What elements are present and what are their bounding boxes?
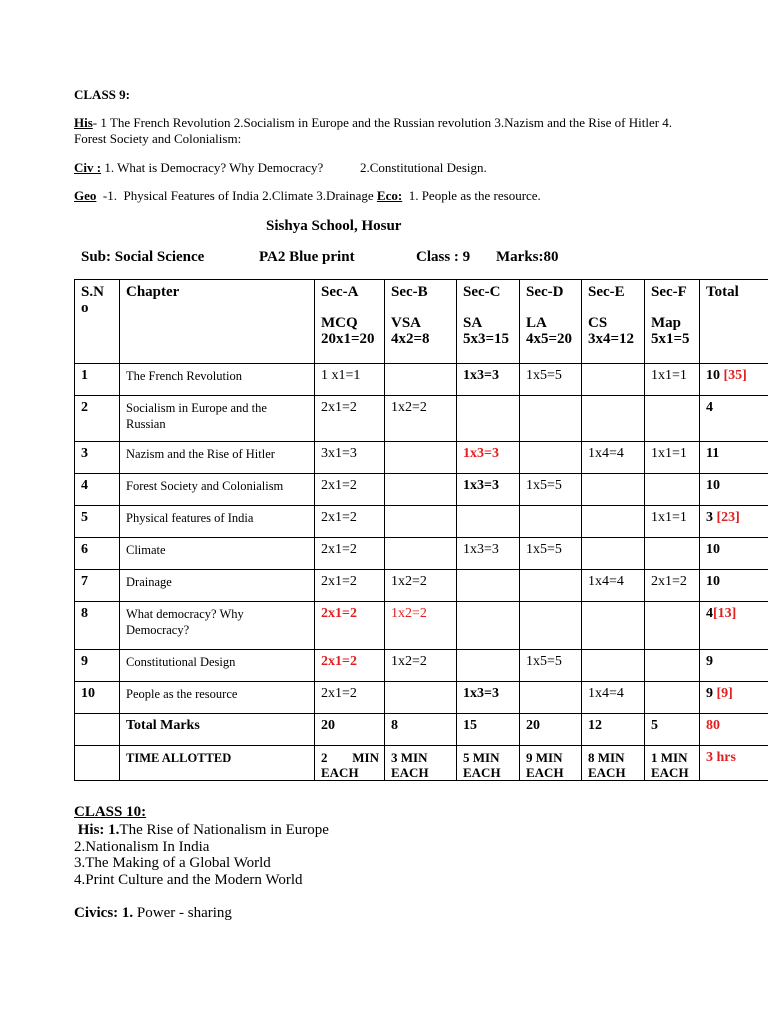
row-sec-d: [520, 506, 582, 538]
class10-heading: [74, 804, 146, 821]
row-chapter: Nazism and the Rise of Hitler: [120, 442, 315, 474]
total-sec-a: 20: [315, 714, 385, 746]
time-allotted-row: [75, 746, 768, 781]
row-chapter-line2: Democracy?: [126, 623, 190, 637]
row-sec-e: [582, 474, 645, 506]
blueprint-title: PA2 Blue print: [259, 249, 355, 265]
table-row: [75, 602, 768, 650]
class9-civics-line: [74, 160, 323, 176]
header-sec-e: [582, 280, 645, 364]
time-sec-b: 3 MIN EACH: [385, 746, 457, 781]
grand-total: 80: [700, 714, 768, 746]
row-sno: 5: [75, 506, 120, 538]
total-marks-label: Total Marks: [120, 714, 315, 746]
time-sec-a-line1: [321, 750, 379, 765]
time-row-sno: [75, 746, 120, 781]
time-sec-d: 9 MIN EACH: [520, 746, 582, 781]
row-total-extra: [35]: [720, 368, 747, 383]
table-row: [75, 442, 768, 474]
row-sec-f: [645, 682, 700, 714]
total-row-sno: [75, 714, 120, 746]
row-sec-c: [457, 650, 520, 682]
sec-e-name: Sec-E: [588, 284, 625, 300]
total-sec-b: 8: [385, 714, 457, 746]
time-sec-a-each: EACH: [321, 765, 359, 780]
sec-b-name: Sec-B: [391, 284, 428, 300]
civics-text: 1. What is Democracy? Why Democracy?: [101, 160, 324, 175]
row-sec-e: [582, 364, 645, 396]
row-sno: 9: [75, 650, 120, 682]
sec-b-marks: 4x2=8: [391, 331, 430, 347]
class-label: Class : 9: [416, 249, 471, 265]
class10-heading-text: CLASS 10:: [74, 804, 147, 820]
sec-a-type: MCQ: [321, 315, 358, 331]
sec-a-name: Sec-A: [321, 284, 359, 300]
row-total-value: 10: [706, 542, 720, 557]
row-sec-f: [645, 396, 700, 442]
table-row: [75, 506, 768, 538]
row-sec-e: [582, 602, 645, 650]
time-sec-a-unit: MIN: [352, 750, 379, 765]
row-sec-b: [385, 506, 457, 538]
time-total: 3 hrs: [700, 746, 768, 781]
row-sec-a: 1 x1=1: [315, 364, 385, 396]
row-chapter-line1: Socialism in Europe and the: [126, 401, 267, 415]
row-chapter: Forest Society and Colonialism: [120, 474, 315, 506]
row-total: [700, 442, 768, 474]
row-sec-b: [385, 474, 457, 506]
table-header-row: [75, 280, 768, 364]
total-sec-e: 12: [582, 714, 645, 746]
sec-c-type: SA: [463, 315, 483, 331]
row-sec-a: 2x1=2: [315, 570, 385, 602]
row-sec-a: 2x1=2: [315, 602, 385, 650]
sec-d-name: Sec-D: [526, 284, 564, 300]
subject: Sub: Social Science: [81, 249, 205, 265]
header-sec-f: [645, 280, 700, 364]
row-sec-f: 1x1=1: [645, 364, 700, 396]
row-chapter-line2: Russian: [126, 417, 166, 431]
row-sec-e: 1x4=4: [582, 682, 645, 714]
sec-b-type: VSA: [391, 315, 422, 331]
row-sec-f: 1x1=1: [645, 506, 700, 538]
row-sec-a: 2x1=2: [315, 650, 385, 682]
total-sec-c: 15: [457, 714, 520, 746]
header-sec-d: [520, 280, 582, 364]
row-sno: 2: [75, 396, 120, 442]
sec-a-marks: 20x1=20: [321, 331, 375, 347]
row-sec-b: [385, 442, 457, 474]
row-sec-b: [385, 538, 457, 570]
time-sec-f: 1 MIN EACH: [645, 746, 700, 781]
sec-e-type: CS: [588, 315, 608, 331]
row-sec-a: 3x1=3: [315, 442, 385, 474]
time-sec-a-num: 2: [321, 750, 328, 765]
row-sec-c: [457, 396, 520, 442]
table-row: [75, 570, 768, 602]
row-chapter: [120, 396, 315, 442]
row-sec-c: 1x3=3: [457, 442, 520, 474]
row-total-value: 4: [706, 400, 713, 415]
civics-label: Civ :: [74, 160, 102, 175]
row-sec-b: [385, 682, 457, 714]
class10-history-item3: 3.The Making of a Global World: [74, 855, 271, 872]
row-sno: 8: [75, 602, 120, 650]
row-total: [700, 570, 768, 602]
class10-history-item2: 2.Nationalism In India: [74, 838, 210, 855]
row-sec-b: 1x2=2: [385, 602, 457, 650]
total-sec-d: 20: [520, 714, 582, 746]
row-sec-f: [645, 602, 700, 650]
class10-civics-line: [74, 905, 232, 922]
sec-d-type: LA: [526, 315, 547, 331]
row-sno: 6: [75, 538, 120, 570]
row-sec-e: [582, 650, 645, 682]
row-sec-b: 1x2=2: [385, 396, 457, 442]
time-allotted-label: TIME ALLOTTED: [120, 746, 315, 781]
row-total-extra: [13]: [713, 606, 737, 621]
row-sec-f: 2x1=2: [645, 570, 700, 602]
row-sec-b: 1x2=2: [385, 650, 457, 682]
row-sno: 1: [75, 364, 120, 396]
class10-history-line: [74, 822, 674, 839]
row-sec-d: [520, 396, 582, 442]
time-sec-a: [315, 746, 385, 781]
sec-e-marks: 3x4=12: [588, 331, 635, 347]
row-total-value: 9: [706, 654, 713, 669]
sec-f-type: Map: [651, 315, 681, 331]
row-sec-e: 1x4=4: [582, 442, 645, 474]
row-total-extra: [23]: [713, 510, 740, 525]
time-sec-e: 8 MIN EACH: [582, 746, 645, 781]
history-label: His: [74, 115, 93, 130]
row-sec-f: [645, 538, 700, 570]
row-chapter: Climate: [120, 538, 315, 570]
row-sec-b: [385, 364, 457, 396]
row-sec-c: 1x3=3: [457, 474, 520, 506]
row-chapter: Drainage: [120, 570, 315, 602]
sec-c-name: Sec-C: [463, 284, 501, 300]
sec-f-name: Sec-F: [651, 284, 687, 300]
row-chapter: Physical features of India: [120, 506, 315, 538]
row-total-value: 3: [706, 510, 713, 525]
row-sno: 4: [75, 474, 120, 506]
row-sec-c: [457, 570, 520, 602]
class10-civics-label: Civics: 1.: [74, 905, 134, 921]
table-row: [75, 538, 768, 570]
row-sec-e: [582, 396, 645, 442]
table-row: [75, 396, 768, 442]
header-sec-c: [457, 280, 520, 364]
history-text-cont: Forest Society and Colonialism:: [74, 131, 242, 146]
row-sec-a: 2x1=2: [315, 682, 385, 714]
row-total-value: 11: [706, 446, 720, 461]
row-sec-d: 1x5=5: [520, 474, 582, 506]
row-sec-d: [520, 570, 582, 602]
row-sec-a: 2x1=2: [315, 396, 385, 442]
row-sec-e: [582, 538, 645, 570]
sec-f-marks: 5x1=5: [651, 331, 690, 347]
school-name: Sishya School, Hosur: [266, 218, 402, 234]
row-sec-b: 1x2=2: [385, 570, 457, 602]
time-sec-c: 5 MIN EACH: [457, 746, 520, 781]
row-total: [700, 364, 768, 396]
header-total: Total: [700, 280, 768, 364]
class9-geo-eco-line: [74, 188, 541, 204]
row-sno: 3: [75, 442, 120, 474]
geo-label: Geo: [74, 188, 97, 203]
marks-label: Marks:80: [496, 249, 559, 265]
row-total-value: 9: [706, 686, 713, 701]
row-sec-a: 2x1=2: [315, 506, 385, 538]
header-chapter: Chapter: [120, 280, 315, 364]
row-total-value: 10: [706, 478, 720, 493]
row-sec-f: [645, 474, 700, 506]
eco-label: Eco:: [376, 188, 403, 203]
row-sec-a: 2x1=2: [315, 474, 385, 506]
row-total: [700, 538, 768, 570]
row-sec-d: [520, 602, 582, 650]
row-sno: 7: [75, 570, 120, 602]
table-row: [75, 682, 768, 714]
row-sec-c: 1x3=3: [457, 682, 520, 714]
header-sno: S.N o: [75, 280, 120, 364]
row-total-value: 10: [706, 574, 720, 589]
row-chapter: [120, 602, 315, 650]
row-total: [700, 474, 768, 506]
row-sec-d: 1x5=5: [520, 364, 582, 396]
class10-list: [74, 822, 674, 889]
row-sec-c: [457, 602, 520, 650]
row-sec-d: 1x5=5: [520, 650, 582, 682]
row-sec-f: 1x1=1: [645, 442, 700, 474]
sec-c-marks: 5x3=15: [463, 331, 510, 347]
row-chapter: People as the resource: [120, 682, 315, 714]
class9-heading: CLASS 9:: [74, 87, 130, 102]
row-total: [700, 396, 768, 442]
header-sec-a: [315, 280, 385, 364]
row-total: [700, 650, 768, 682]
row-sec-e: 1x4=4: [582, 570, 645, 602]
row-total: [700, 506, 768, 538]
row-total: [700, 602, 768, 650]
class10-history-item1: The Rise of Nationalism in Europe: [119, 822, 329, 838]
row-sno: 10: [75, 682, 120, 714]
class10-history-label: His: 1.: [77, 822, 120, 838]
row-total-value: 4: [706, 606, 713, 621]
class10-civics-item1: Power - sharing: [133, 905, 232, 921]
table-row: [75, 364, 768, 396]
row-sec-d: [520, 442, 582, 474]
table-row: [75, 474, 768, 506]
row-sec-c: 1x3=3: [457, 538, 520, 570]
row-sec-d: [520, 682, 582, 714]
sec-d-marks: 4x5=20: [526, 331, 573, 347]
row-total: [700, 682, 768, 714]
geo-text: -1. Physical Features of India 2.Climate 3.Drainage: [96, 188, 377, 203]
class9-history-line: [74, 115, 714, 147]
blueprint-table: [74, 279, 768, 781]
header-sec-b: [385, 280, 457, 364]
history-text: - 1 The French Revolution 2.Socialism in Europe and the Russian revolution 3.Nazism and the Rise of Hitler 4.: [92, 115, 673, 130]
row-sec-c: 1x3=3: [457, 364, 520, 396]
civics-text-2: 2.Constitutional Design.: [360, 160, 487, 175]
row-chapter-line1: What democracy? Why: [126, 607, 244, 621]
eco-text: 1. People as the resource.: [402, 188, 541, 203]
row-chapter: Constitutional Design: [120, 650, 315, 682]
row-sec-d: 1x5=5: [520, 538, 582, 570]
row-sec-c: [457, 506, 520, 538]
table-row: [75, 650, 768, 682]
row-sec-e: [582, 506, 645, 538]
row-chapter: The French Revolution: [120, 364, 315, 396]
class10-history-item4: 4.Print Culture and the Modern World: [74, 872, 303, 889]
row-sec-f: [645, 650, 700, 682]
row-total-value: 10: [706, 368, 720, 383]
total-sec-f: 5: [645, 714, 700, 746]
row-sec-a: 2x1=2: [315, 538, 385, 570]
total-marks-row: [75, 714, 768, 746]
row-total-extra: [9]: [713, 686, 733, 701]
